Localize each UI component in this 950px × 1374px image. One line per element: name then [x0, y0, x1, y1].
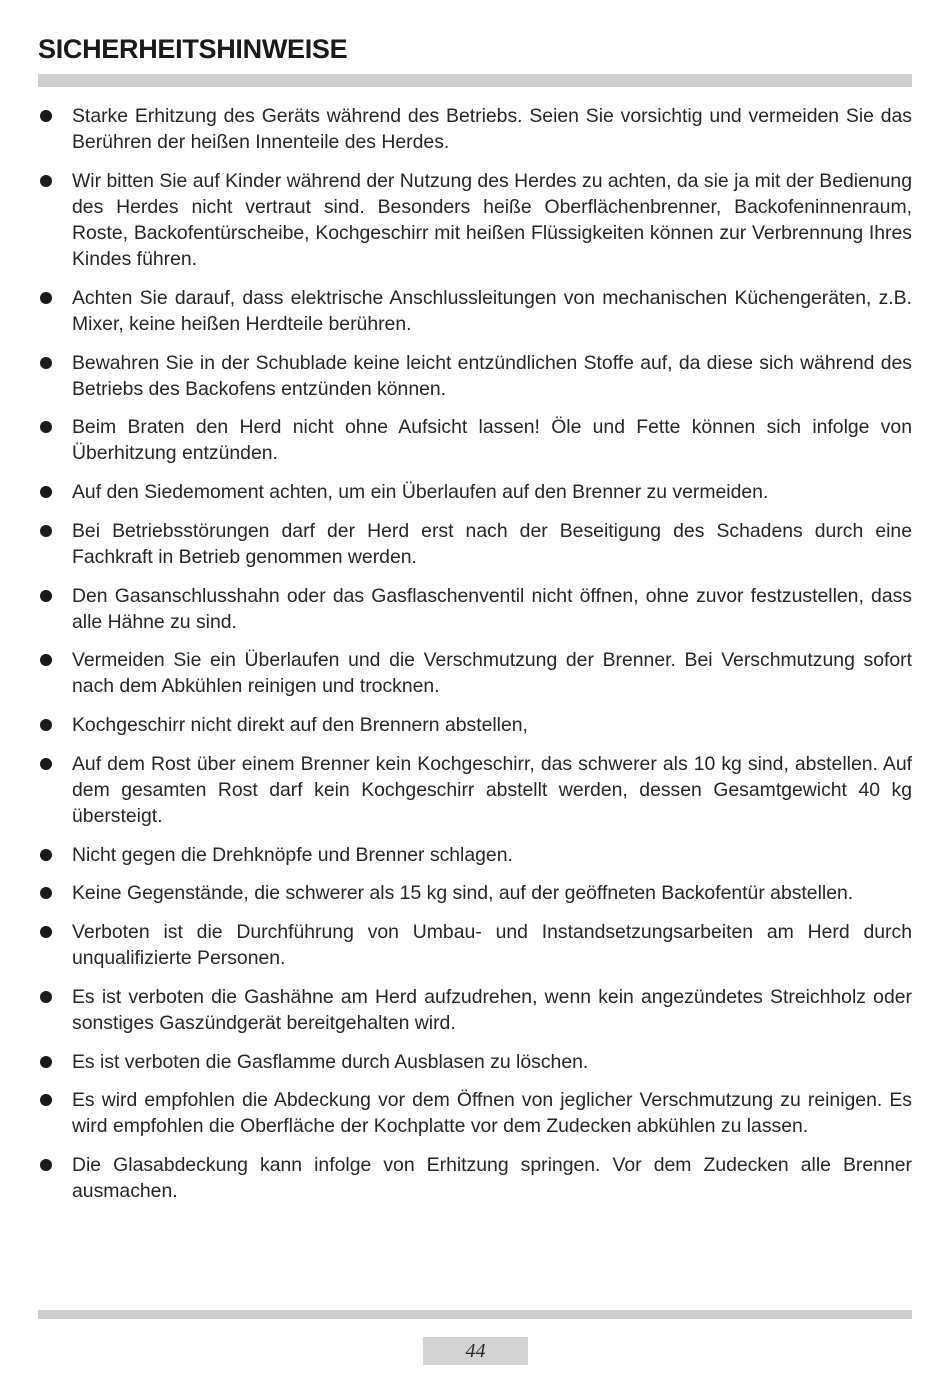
bullet-icon [40, 292, 52, 304]
list-item [38, 285, 912, 337]
bullet-icon [40, 590, 52, 602]
list-item [38, 984, 912, 1036]
bullet-icon [40, 758, 52, 770]
list-item [38, 479, 912, 505]
safety-instructions-list [38, 103, 912, 1217]
list-item-text: Es ist verboten die Gasflamme durch Ausblasen zu löschen. [72, 1050, 589, 1073]
list-item [38, 1087, 912, 1139]
list-item-text: Bei Betriebsstörungen darf der Herd erst nach der Beseitigung des Schadens durch eine Fachkraft in Betrieb genommen werden. [72, 519, 912, 568]
list-item-text: Den Gasanschlusshahn oder das Gasflaschenventil nicht öffnen, ohne zuvor festzustellen, dass alle Hähne zu sind. [72, 584, 912, 633]
page-title: SICHERHEITSHINWEISE [38, 34, 348, 64]
list-item [38, 1049, 912, 1075]
bullet-icon [40, 357, 52, 369]
bullet-icon [40, 486, 52, 498]
list-item [38, 414, 912, 466]
bullet-icon [40, 991, 52, 1003]
bullet-icon [40, 525, 52, 537]
list-item-text: Starke Erhitzung des Geräts während des Betriebs. Seien Sie vorsichtig und vermeiden Sie das Berühren der heißen Innenteile des Herdes. [72, 105, 912, 154]
bullet-icon [40, 1094, 52, 1106]
list-item [38, 583, 912, 635]
list-item [38, 751, 912, 829]
list-item [38, 647, 912, 699]
list-item [38, 168, 912, 272]
list-item [38, 712, 912, 738]
list-item [38, 919, 912, 971]
list-item-text: Die Glasabdeckung kann infolge von Erhitzung springen. Vor dem Zudecken alle Brenner ausmachen. [72, 1154, 912, 1203]
list-item-text: Beim Braten den Herd nicht ohne Aufsicht lassen! Öle und Fette können sich infolge von Überhitzung entzünden. [72, 416, 912, 465]
list-item-text: Verboten ist die Durchführung von Umbau- und Instandsetzungsarbeiten am Herd durch unqualifizierte Personen. [72, 921, 912, 970]
list-item [38, 880, 912, 906]
list-item-text: Achten Sie darauf, dass elektrische Anschlussleitungen von mechanischen Küchengeräten, z.B. Mixer, keine heißen Herdteile berühren. [72, 286, 912, 335]
list-item-text: Vermeiden Sie ein Überlaufen und die Verschmutzung der Brenner. Bei Verschmutzung sofort nach dem Abkühlen reinigen und trocknen. [72, 649, 912, 698]
bullet-icon [40, 421, 52, 433]
list-item-text: Nicht gegen die Drehknöpfe und Brenner schlagen. [72, 843, 513, 866]
list-item-text: Es wird empfohlen die Abdeckung vor dem Öffnen von jeglicher Verschmutzung zu reinigen. Es wird empfohlen die Oberfläche der Kochplatte vor dem Zudecken abkühlen zu lassen. [72, 1089, 912, 1138]
bullet-icon [40, 926, 52, 938]
list-item-text: Bewahren Sie in der Schublade keine leicht entzündlichen Stoffe auf, da diese sich während des Betriebs des Backofens entzünden können. [72, 351, 912, 400]
bullet-icon [40, 1056, 52, 1068]
bullet-icon [40, 849, 52, 861]
list-item-text: Kochgeschirr nicht direkt auf den Brennern abstellen, [72, 714, 528, 737]
bullet-icon [40, 1159, 52, 1171]
bullet-icon [40, 110, 52, 122]
bullet-icon [40, 719, 52, 731]
list-item [38, 1152, 912, 1204]
footer-divider [38, 1310, 912, 1319]
list-item [38, 103, 912, 155]
list-item-text: Auf dem Rost über einem Brenner kein Kochgeschirr, das schwerer als 10 kg sind, abstellen. Auf dem gesamten Rost darf kein Kochgeschirr abstellt werden, dessen Gesamtgewicht 40 kg übersteigt. [72, 752, 912, 827]
bullet-icon [40, 654, 52, 666]
list-item-text: Auf den Siedemoment achten, um ein Überlaufen auf den Brenner zu vermeiden. [72, 481, 769, 504]
bullet-icon [40, 175, 52, 187]
header-divider [38, 74, 912, 87]
list-item [38, 842, 912, 868]
page-number: 44 [465, 1340, 486, 1362]
list-item [38, 350, 912, 402]
list-item [38, 518, 912, 570]
list-item-text: Es ist verboten die Gashähne am Herd aufzudrehen, wenn kein angezündetes Streichholz oder sonstiges Gaszündgerät bereitgehalten wird. [72, 985, 912, 1034]
list-item-text: Keine Gegenstände, die schwerer als 15 kg sind, auf der geöffneten Backofentür abstellen. [72, 882, 854, 905]
page-number-box [423, 1337, 528, 1365]
list-item-text: Wir bitten Sie auf Kinder während der Nutzung des Herdes zu achten, da sie ja mit der Bedienung des Herdes nicht vertraut sind. Besonders heiße Oberflächenbrenner, Backofeninnenraum, Roste, Backofentürscheibe, Kochgeschirr mit heißen Flüssigkeiten können zur Verbrennung Ihres Kindes führen. [72, 169, 912, 271]
bullet-icon [40, 887, 52, 899]
